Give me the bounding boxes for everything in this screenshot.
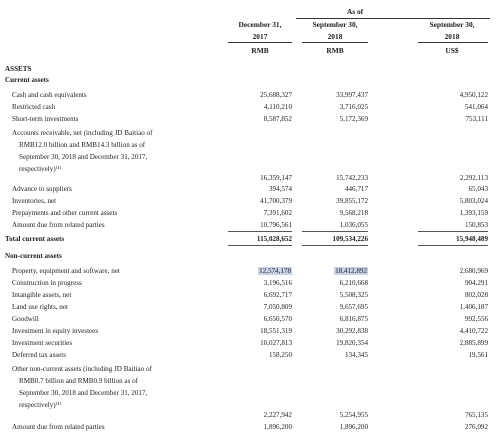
row-label: Other non-current assets (including JD Baitiao of (12, 365, 152, 373)
value-text: 18,412,892 (335, 267, 367, 275)
value-text: 19,561 (468, 351, 488, 359)
row-value-col1 (228, 328, 292, 335)
col2-header-line3: RMB (326, 46, 344, 55)
row-value-col2 (302, 412, 368, 419)
row-value-col2 (302, 328, 368, 335)
value-text: 1,406,187 (459, 303, 488, 311)
row-value-col1 (228, 424, 292, 431)
value-text: 5,172,369 (339, 115, 368, 123)
row-value-col3 (418, 92, 488, 99)
value-text: 18,551,319 (260, 327, 292, 335)
row-value-col1 (228, 186, 292, 193)
value-text: 2,680,969 (459, 267, 488, 275)
value-text: 150,853 (464, 221, 488, 229)
value-text: 7,050,809 (263, 303, 292, 311)
row-value-col1 (228, 340, 292, 347)
row-value-col2 (302, 92, 368, 99)
row-value-col3 (418, 210, 488, 217)
col2-header-rule (302, 42, 368, 43)
row-value-col2 (302, 304, 368, 311)
row-value-col3 (418, 412, 488, 419)
col1-header-line2: 2017 (252, 32, 268, 41)
value-text: 541,064 (464, 103, 488, 111)
value-text: 765,135 (464, 411, 488, 419)
row-label: Prepayments and other current assets (12, 209, 118, 217)
row-value-col3 (418, 352, 488, 359)
row-value-col3 (418, 236, 488, 243)
row-value-col2 (302, 186, 368, 193)
row-value-col3 (418, 116, 488, 123)
col1-header-line1: December 31, (238, 20, 282, 29)
total-rule-col2 (302, 245, 368, 246)
value-text: 134,345 (344, 351, 368, 359)
row-value-col3 (418, 104, 488, 111)
value-text: 5,508,325 (339, 291, 368, 299)
value-text: 39,855,172 (336, 197, 368, 205)
row-value-col3 (418, 175, 488, 182)
value-text: 1,896,200 (339, 423, 368, 431)
row-label: Current assets (5, 76, 49, 84)
row-value-col3 (418, 186, 488, 193)
row-label: Accounts receivable, net (including JD Baitiao of (12, 129, 153, 137)
value-text: 9,568,218 (339, 209, 368, 217)
value-text: 1,036,055 (339, 221, 368, 229)
row-label: Restricted cash (12, 103, 56, 111)
row-value-col1 (228, 280, 292, 287)
value-text: 30,292,838 (336, 327, 368, 335)
value-text: 6,650,570 (263, 315, 292, 323)
row-value-col1 (228, 304, 292, 311)
value-text: 4,950,122 (459, 91, 488, 99)
value-text: 2,885,899 (459, 339, 488, 347)
row-label: Inventories, net (12, 197, 57, 205)
row-label: Cash and cash equivalents (12, 91, 87, 99)
col1-header-rule (228, 42, 292, 43)
value-text: 5,803,024 (459, 197, 488, 205)
subtotal-rule-col2 (302, 231, 368, 232)
row-label: Goodwill (12, 315, 39, 323)
value-text: 1,896,200 (263, 423, 292, 431)
value-text: 65,043 (468, 185, 488, 193)
row-label: ASSETS (5, 65, 32, 73)
row-value-col2 (302, 292, 368, 299)
row-value-col2 (302, 222, 368, 229)
col3-header-line2: 2018 (444, 32, 460, 41)
row-label: Short-term investments (12, 115, 79, 123)
row-value-col3 (418, 328, 488, 335)
row-label: Amount due from related parties (12, 221, 105, 229)
value-text: 276,092 (464, 423, 488, 431)
row-label: Investment in equity investees (12, 327, 99, 335)
subtotal-rule-col1 (228, 231, 292, 232)
value-text: 802,028 (464, 291, 488, 299)
row-value-col2 (302, 268, 368, 275)
row-value-col2 (302, 424, 368, 431)
row-value-col2 (302, 352, 368, 359)
row-value-col2 (302, 280, 368, 287)
row-value-col3 (418, 340, 488, 347)
header-as-of: As of (346, 7, 364, 16)
row-label: September 30, 2018 and December 31, 2017, (19, 389, 148, 397)
row-label: Property, equipment and software, net (12, 267, 120, 275)
row-label: Intangible assets, net (12, 291, 72, 299)
row-value-col2 (302, 104, 368, 111)
row-label: RMB0.7 billion and RMB0.9 billion as of (19, 377, 139, 385)
row-value-col1 (228, 222, 292, 229)
row-value-col1 (228, 104, 292, 111)
col2-header-line1: September 30, (312, 20, 358, 29)
row-value-col2 (302, 175, 368, 182)
value-text: 4,410,722 (459, 327, 488, 335)
row-value-col1 (228, 316, 292, 323)
col3-header-line1: September 30, (429, 20, 475, 29)
value-text: 753,111 (465, 115, 488, 123)
value-text: 3,196,516 (263, 279, 292, 287)
value-text: 33,997,437 (336, 91, 368, 99)
row-label: Deferred tax assets (12, 351, 66, 359)
row-value-col2 (302, 198, 368, 205)
row-value-col3 (418, 222, 488, 229)
value-text: 5,254,955 (339, 411, 368, 419)
value-text: 12,574,178 (259, 267, 291, 275)
row-value-col3 (418, 280, 488, 287)
row-value-col1 (228, 210, 292, 217)
row-value-col3 (418, 198, 488, 205)
row-value-col1 (228, 92, 292, 99)
row-label: Amount due from related parties (12, 423, 105, 431)
value-text: 2,227,942 (263, 411, 292, 419)
col2-header-line2: 2018 (327, 32, 343, 41)
row-value-col3 (418, 424, 488, 431)
row-label: respectively)⁽¹⁾ (19, 165, 62, 173)
row-value-col3 (418, 316, 488, 323)
total-rule-col3 (418, 245, 488, 246)
value-text: 9,657,695 (339, 303, 368, 311)
value-text: 16,359,147 (260, 174, 292, 182)
value-text: 394,574 (268, 185, 292, 193)
value-text: 7,391,602 (263, 209, 292, 217)
row-value-col2 (302, 210, 368, 217)
row-value-col1 (228, 236, 292, 243)
value-text: 19,820,354 (336, 339, 368, 347)
row-value-col2 (302, 236, 368, 243)
row-label: Non-current assets (5, 252, 62, 260)
col1-header-line3: RMB (251, 46, 269, 55)
row-value-col1 (228, 116, 292, 123)
row-label: September 30, 2018 and December 31, 2017, (19, 153, 148, 161)
value-text: 992,556 (464, 315, 488, 323)
value-text: 2,292,113 (459, 174, 488, 182)
value-text: 1,393,159 (459, 209, 488, 217)
row-label: Land use rights, net (12, 303, 68, 311)
value-text: 25,688,327 (260, 91, 292, 99)
value-text: 15,742,233 (336, 174, 368, 182)
value-text: 41,700,379 (260, 197, 292, 205)
row-value-col1 (228, 412, 292, 419)
value-text: 4,110,210 (263, 103, 292, 111)
row-label: respectively)⁽¹⁾ (19, 401, 62, 409)
row-value-col2 (302, 340, 368, 347)
value-text: 446,717 (344, 185, 368, 193)
row-label: RMB12.0 billion and RMB14.3 billion as of (19, 141, 146, 149)
total-rule-col1 (228, 245, 292, 246)
value-text: 158,250 (268, 351, 292, 359)
value-text: 115,028,652 (256, 235, 292, 243)
value-text: 6,816,875 (339, 315, 368, 323)
value-text: 904,291 (464, 279, 488, 287)
value-text: 8,587,852 (263, 115, 292, 123)
row-label: Investment securities (12, 339, 73, 347)
row-value-col2 (302, 116, 368, 123)
col3-header-rule (418, 42, 488, 43)
row-value-col3 (418, 304, 488, 311)
header-as-of-rule (296, 18, 490, 19)
row-label: Construction in progress (12, 279, 82, 287)
row-label: Total current assets (5, 235, 65, 243)
row-value-col2 (302, 316, 368, 323)
value-text: 109,534,226 (332, 235, 368, 243)
row-value-col3 (418, 292, 488, 299)
value-text: 3,716,025 (339, 103, 368, 111)
row-label: Advance to suppliers (12, 185, 72, 193)
row-value-col3 (418, 268, 488, 275)
value-text: 6,210,668 (339, 279, 368, 287)
value-text: 6,692,717 (263, 291, 292, 299)
row-value-col1 (228, 352, 292, 359)
row-value-col1 (228, 198, 292, 205)
value-text: 15,948,489 (456, 235, 488, 243)
row-value-col1 (228, 175, 292, 182)
value-text: 10,796,561 (260, 221, 292, 229)
value-text: 10,027,813 (260, 339, 292, 347)
subtotal-rule-col3 (418, 231, 488, 232)
row-value-col1 (228, 292, 292, 299)
col3-header-line3: US$ (445, 46, 459, 55)
row-value-col1 (228, 268, 292, 275)
